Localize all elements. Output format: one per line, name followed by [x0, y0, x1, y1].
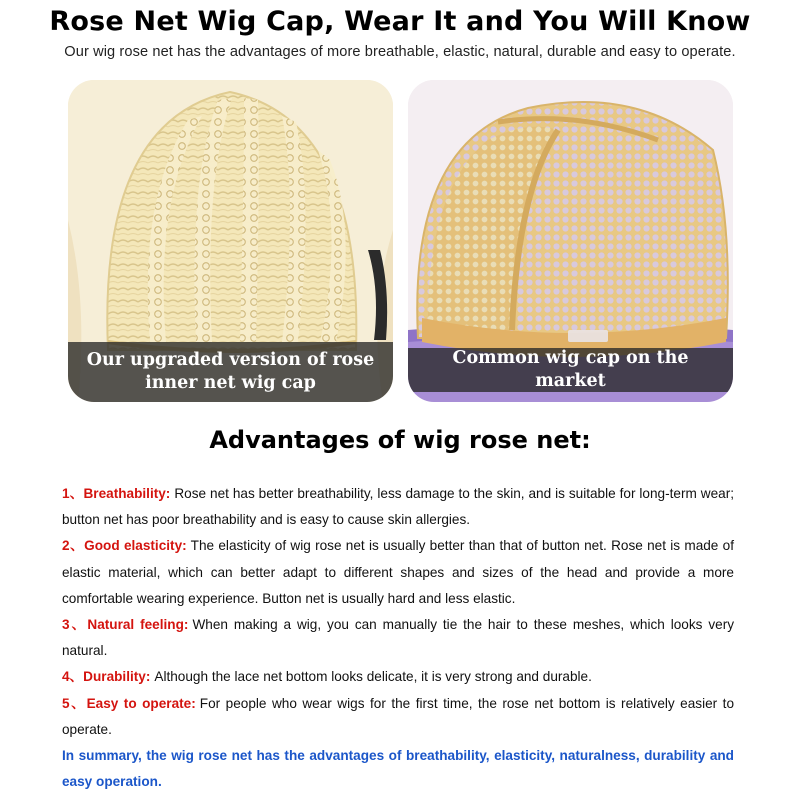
left-caption-line-1: Our upgraded version of rose	[86, 350, 375, 370]
advantage-heading: Durability:	[83, 669, 151, 685]
advantage-item	[62, 664, 734, 690]
advantage-text: For people who wear wigs for the first time, the rose net bottom is relatively easier to operate.	[62, 695, 735, 737]
advantage-heading: Good elasticity:	[84, 538, 187, 554]
left-image-caption	[79, 349, 382, 395]
page-subtitle: Our wig rose net has the advantages of more breathable, elastic, natural, durable and easy to operate.	[64, 44, 736, 60]
page-title: Rose Net Wig Cap, Wear It and You Will Know	[49, 6, 751, 37]
summary-text: In summary, the wig rose net has the advantages of breathability, elasticity, naturalness, durability and easy operation.	[62, 748, 734, 790]
advantage-text: Although the lace net bottom looks delicate, it is very strong and durable.	[154, 669, 592, 685]
advantage-number: 2、	[62, 538, 85, 554]
advantage-number: 1、	[62, 486, 84, 501]
advantage-item	[62, 481, 734, 533]
advantage-item	[62, 612, 734, 664]
advantage-item	[62, 691, 734, 743]
left-caption-band	[68, 342, 393, 402]
advantage-heading: Breathability:	[83, 486, 171, 501]
right-image-caption: Common wig cap on the market	[452, 348, 689, 391]
rose-net-cap-image	[68, 80, 393, 402]
advantages-list	[62, 481, 734, 795]
advantage-heading: Natural feeling:	[87, 617, 189, 633]
common-wig-cap-image	[408, 80, 733, 402]
right-caption-band	[408, 348, 733, 392]
advantages-title: Advantages of wig rose net:	[209, 426, 591, 454]
advantage-heading: Easy to operate:	[86, 695, 196, 711]
advantage-number: 5、	[62, 695, 87, 711]
advantage-item	[62, 533, 734, 612]
advantage-number: 3、	[62, 617, 88, 633]
advantage-text: Rose net has better breathability, less damage to the skin, and is suitable for long-term wear; button net has poor breathability and is easy to cause skin allergies.	[62, 486, 735, 528]
advantage-number: 4、	[62, 669, 84, 685]
left-caption-line-2: inner net wig cap	[145, 373, 316, 393]
advantage-text: When making a wig, you can manually tie the hair to these meshes, which looks very natural.	[62, 617, 735, 659]
advantage-text: The elasticity of wig rose net is usually better than that of button net. Rose net is made of elastic material, which can better adapt to different shapes and sizes of the head and provide a more comfortable wearing experience. Button net is usually hard and less elastic.	[62, 538, 734, 606]
